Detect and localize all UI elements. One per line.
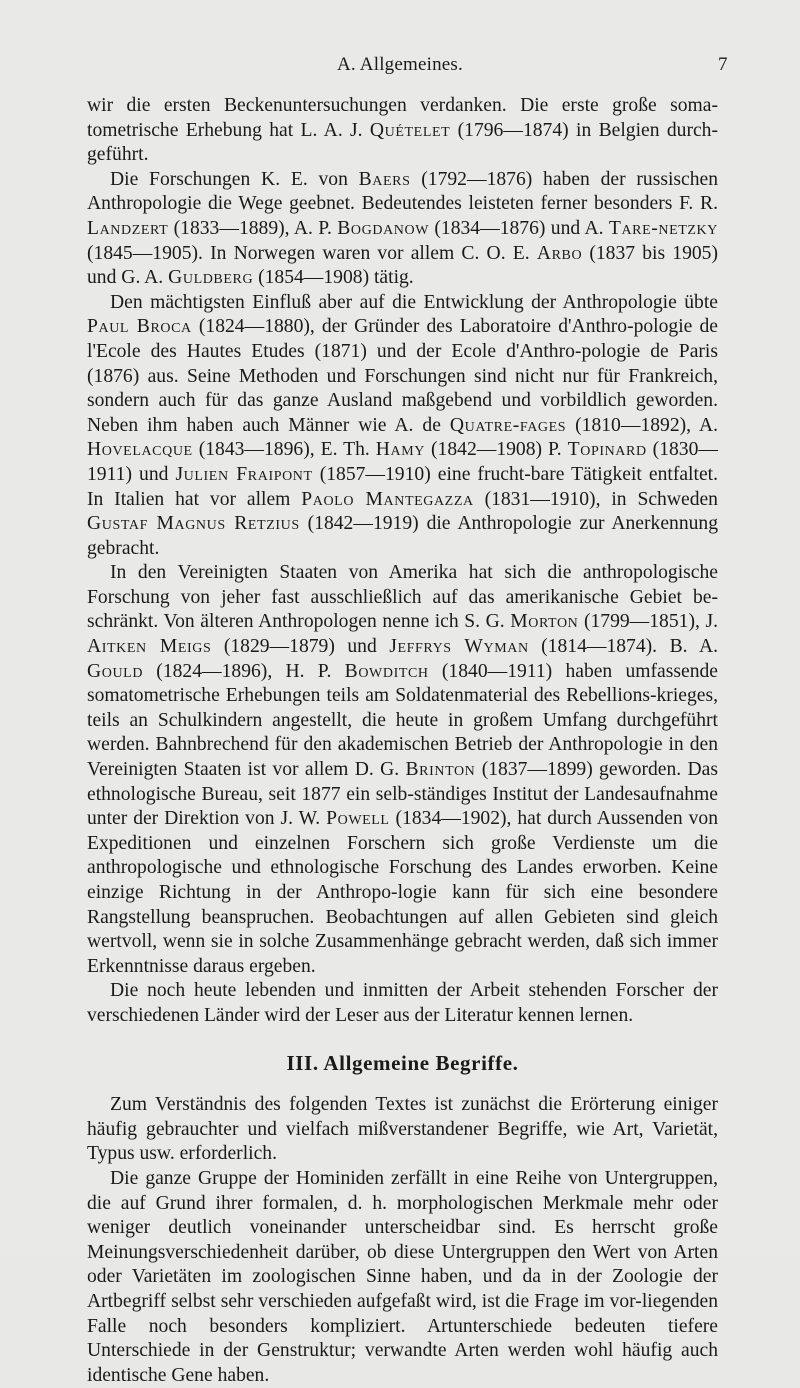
- text-run: Die Forschungen K. E. von: [110, 168, 359, 190]
- author-name: Tare-netzky: [608, 217, 718, 239]
- section-paragraphs: [87, 1093, 718, 1388]
- paragraph: [87, 94, 718, 168]
- author-name: Hamy: [375, 439, 426, 461]
- body-text: [87, 94, 718, 1388]
- text-run: Zum Verständnis des folgenden Textes ist zunächst die Erörterung einiger häufig gebrauchter und vielfach mißverstandener Begriffe, wie Art, Varietät, Typus usw. erforderlich.: [87, 1094, 718, 1165]
- text-run: (1840—1911) haben umfassende somatometrische Erhebungen teils am Soldatenmaterial des Rebellions-krieges, teils an Schulkindern angestellt, die heute in großem Umfang durchgeführt werden. Bahnbrechend für den akademischen Betrieb der Anthropologie in den Vereinigten Staaten ist vor allem D. G.: [87, 660, 718, 781]
- text-run: (1799—1851), J.: [578, 611, 718, 633]
- running-head: A. Allgemeines.: [337, 54, 463, 75]
- author-name: Landzert: [87, 217, 169, 239]
- page-number: 7: [718, 54, 728, 75]
- author-name: Quatre-fages: [449, 414, 567, 436]
- text-run: (1833—1889), A. P.: [168, 217, 338, 239]
- author-name: Aitken Meigs: [87, 636, 212, 658]
- paragraph: [87, 1093, 718, 1167]
- text-run: (1834—1902), hat durch Aussenden von Expeditionen und einzelnen Forschern sich große Verdienste um die anthropologische und ethnologische Forschung des Landes erworben. Keine einzige Richtung in der Anthropo-logie kann für sich eine besondere Rangstellung beanspruchen. Beobachtungen auf allen Gebieten sind gleich wertvoll, wenn sie in solche Zusammenhänge gebracht werden, daß sich immer Erkenntnisse daraus ergeben.: [87, 808, 718, 977]
- paragraph: [87, 979, 718, 1028]
- paragraph: [87, 291, 718, 562]
- author-name: Hovelacque: [87, 439, 193, 461]
- paragraph: [87, 168, 718, 291]
- author-name: Jeffrys Wyman: [389, 636, 529, 658]
- text-run: (1842—1919) die Anthropologie zur Anerkennung gebracht.: [87, 513, 719, 559]
- text-run: (1830—1911) und: [87, 439, 718, 485]
- paragraph: [87, 1167, 718, 1388]
- intro-paragraphs: [87, 94, 718, 1029]
- text-run: wir die ersten Beckenuntersuchungen verdanken. Die erste große soma-tometrische Erhebung hat L. A. J.: [87, 95, 718, 141]
- author-name: Baers: [358, 168, 411, 190]
- author-name: Brinton: [405, 759, 476, 781]
- text-run: (1824—1880), der Gründer des Laboratoire d'Anthro-pologie de l'Ecole des Hautes Etudes (1871) und der Ecole d'Anthro-pologie de Paris (1876) aus. Seine Methoden und Forschungen sind nicht nur für Frankreich, sondern auch für das ganze Ausland maßgebend und vorbildlich geworden. Neben ihm haben auch Männer wie A. de: [87, 316, 718, 436]
- text-run: (1843—1896), E. Th.: [192, 439, 376, 461]
- paragraph: [87, 561, 718, 979]
- text-run: (1831—1910), in Schweden: [473, 488, 718, 510]
- text-run: (1792—1876) haben der russischen Anthropologie die Wege geebnet. Bedeutendes leisteten ferner besonders F. R.: [87, 168, 719, 215]
- author-name: Quételet: [369, 119, 451, 141]
- text-run: (1814—1874). B. A.: [528, 636, 718, 658]
- text-run: In den Vereinigten Staaten von Amerika hat sich die anthropologische Forschung von jeher fast ausschließlich auf das amerikanische Gebiet be-schränkt. Von älteren Anthropologen nenne ich S. G.: [87, 562, 718, 633]
- text-run: Die noch heute lebenden und inmitten der Arbeit stehenden Forscher der verschiedenen Länder wird der Leser aus der Literatur kennen lernen.: [87, 980, 718, 1026]
- author-name: Bogdanow: [337, 217, 430, 239]
- text-run: (1854—1908) tätig.: [253, 267, 414, 289]
- text-run: (1824—1896), H. P.: [143, 660, 345, 682]
- text-run: (1829—1879) und: [211, 636, 390, 658]
- section-heading: III. Allgemeine Begriffe.: [286, 1050, 519, 1075]
- author-name: Gustaf Magnus Retzius: [87, 513, 300, 535]
- author-name: Arbo: [536, 242, 583, 264]
- text-run: Die ganze Gruppe der Hominiden zerfällt in eine Reihe von Untergruppen, die auf Grund ihrer formalen, d. h. morphologischen Merkmale mehr oder weniger deutlich voneinander unterscheidbar sind. Es herrscht große Meinungsverschiedenheit darüber, ob diese Untergruppen den Wert von Arten oder Varietäten im zoologischen Sinne haben, und da in der Zoologie der Artbegriff selbst sehr verschieden aufgefaßt wird, ist die Frage im vor-liegenden Falle noch besonders kompliziert. Artunterschiede bedeuten tiefere Unterschiede in der Genstruktur; verwandte Arten werden wohl häufig auch identische Gene haben.: [87, 1167, 718, 1386]
- text-run: (1837 bis 1905) und G. A.: [87, 242, 718, 289]
- text-run: (1837—1899) geworden. Das ethnologische Bureau, seit 1877 ein selb-ständiges Institut der Landesaufnahme unter der Direktion von J. W.: [87, 759, 718, 830]
- author-name: Julien Fraipont: [175, 463, 313, 485]
- author-name: Paolo Mantegazza: [301, 488, 474, 510]
- author-name: Gould: [87, 660, 144, 682]
- text-run: (1845—1905). In Norwegen waren vor allem C. O. E.: [87, 242, 537, 264]
- author-name: Powell: [326, 808, 390, 830]
- text-run: Den mächtigsten Einfluß aber auf die Entwicklung der Anthropologie übte: [110, 291, 718, 313]
- text-run: (1834—1876) und A.: [429, 217, 609, 239]
- author-name: Topinard: [567, 439, 647, 461]
- text-run: (1810—1892), A.: [566, 414, 719, 436]
- author-name: Morton: [510, 611, 579, 633]
- author-name: Bowditch: [344, 660, 429, 682]
- text-run: (1857—1910) eine frucht-bare Tätigkeit entfaltet. In Italien hat vor allem: [87, 463, 718, 510]
- author-name: Paul Broca: [87, 316, 192, 338]
- text-run: (1796—1874) in Belgien durch-geführt.: [87, 119, 718, 166]
- text-run: (1842—1908) P.: [425, 439, 568, 461]
- author-name: Guldberg: [168, 267, 254, 289]
